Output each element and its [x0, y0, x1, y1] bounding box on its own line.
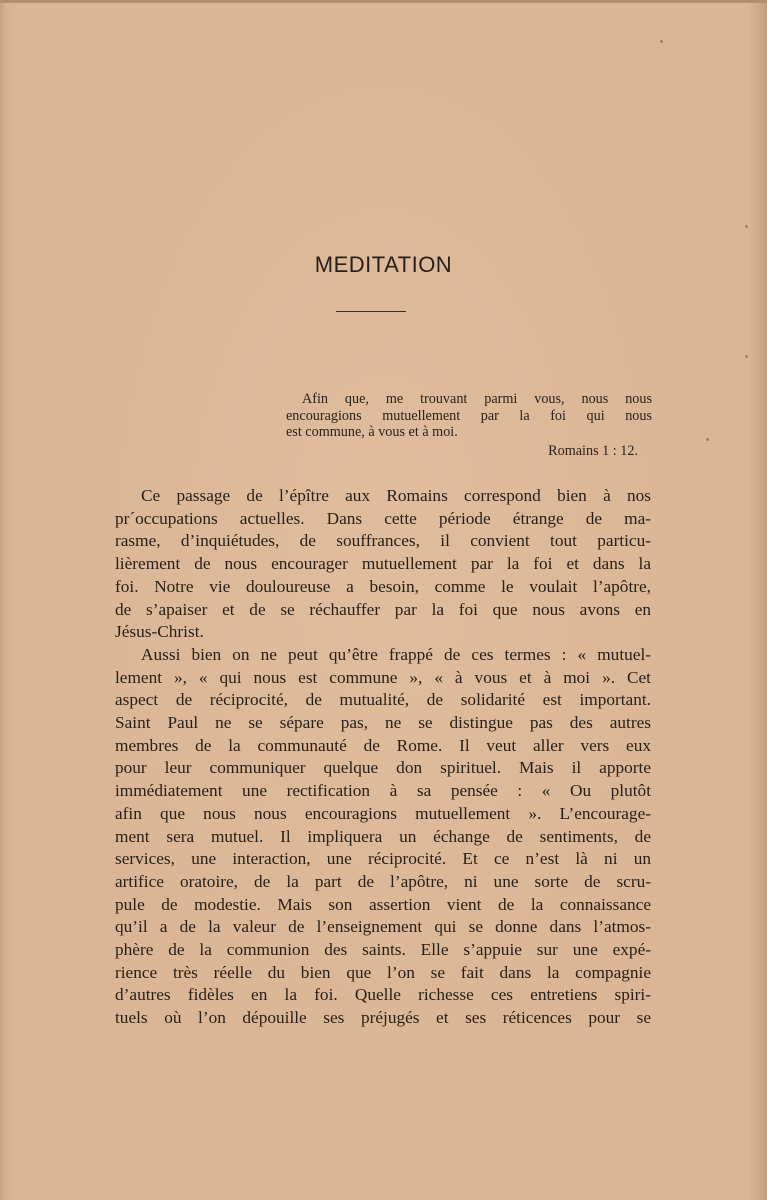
text-line: pour leur communiquer quelque don spirituel. Mais il apporte [115, 758, 651, 778]
text-line: rasme, d’inquiétudes, de souffrances, il convient tout particu- [115, 531, 651, 551]
text-line: afin que nous nous encouragions mutuellement ». L’encourage- [115, 803, 651, 823]
text-line: rience très réelle du bien que l’on se fait dans la compagnie [115, 962, 651, 982]
body-text [115, 485, 651, 1030]
paper-speck [745, 225, 748, 228]
text-line: lement », « qui nous est commune », « à vous et à moi ». Cet [115, 667, 651, 687]
text-line: artifice oratoire, de la part de l’apôtre, ni une sorte de scru- [115, 871, 651, 891]
paper-speck [660, 40, 663, 43]
text-line: lièrement de nous encourager mutuellement par la foi et dans la [115, 554, 651, 574]
text-line: d’autres fidèles en la foi. Quelle richesse ces entretiens spiri- [115, 985, 651, 1005]
text-line: membres de la communauté de Rome. Il veut aller vers eux [115, 735, 651, 755]
epigraph-line: Afin que, me trouvant parmi vous, nous nous [302, 391, 652, 407]
text-line: phère de la communion des saints. Elle s’appuie sur une expé- [115, 940, 651, 960]
text-line: Jésus-Christ. [115, 622, 204, 642]
text-line: tuels où l’on dépouille ses préjugés et ses réticences pour se [115, 1008, 651, 1028]
text-line: de s’apaiser et de se réchauffer par la foi que nous avons en [115, 599, 651, 619]
text-line: qu’il a de la valeur de l’enseignement qui se donne dans l’atmos- [115, 917, 651, 937]
paper-speck [745, 355, 748, 358]
epigraph-line: encouragions mutuellement par la foi qui nous [286, 407, 652, 424]
text-line: aspect de réciprocité, de mutualité, de solidarité est important. [115, 690, 651, 710]
page-title: MEDITATION [314, 252, 453, 277]
text-line: immédiatement une rectification à sa pensée : « Ou plutôt [115, 781, 651, 801]
title-divider [336, 311, 406, 312]
epigraph-reference: Romains 1 : 12. [548, 442, 638, 459]
text-line: Ce passage de l’épître aux Romains correspond bien à nos [141, 486, 651, 505]
text-line: pr´occupations actuelles. Dans cette période étrange de ma- [115, 508, 651, 528]
epigraph-line: est commune, à vous et à moi. [286, 424, 458, 441]
text-line: Saint Paul ne se sépare pas, ne se distingue pas des autres [115, 713, 651, 733]
text-line: ment sera mutuel. Il impliquera un échange de sentiments, de [115, 826, 651, 846]
paper-speck [706, 438, 709, 441]
text-line: pule de modestie. Mais son assertion vient de la connaissance [115, 894, 651, 914]
text-line: foi. Notre vie douloureuse a besoin, comme le voulait l’apôtre, [115, 576, 651, 596]
text-line: services, une interaction, une réciprocité. Et ce n’est là ni un [115, 849, 651, 869]
epigraph [286, 391, 652, 459]
text-line: Aussi bien on ne peut qu’être frappé de ces termes : « mutuel- [141, 644, 651, 664]
page-top-edge [0, 0, 767, 3]
